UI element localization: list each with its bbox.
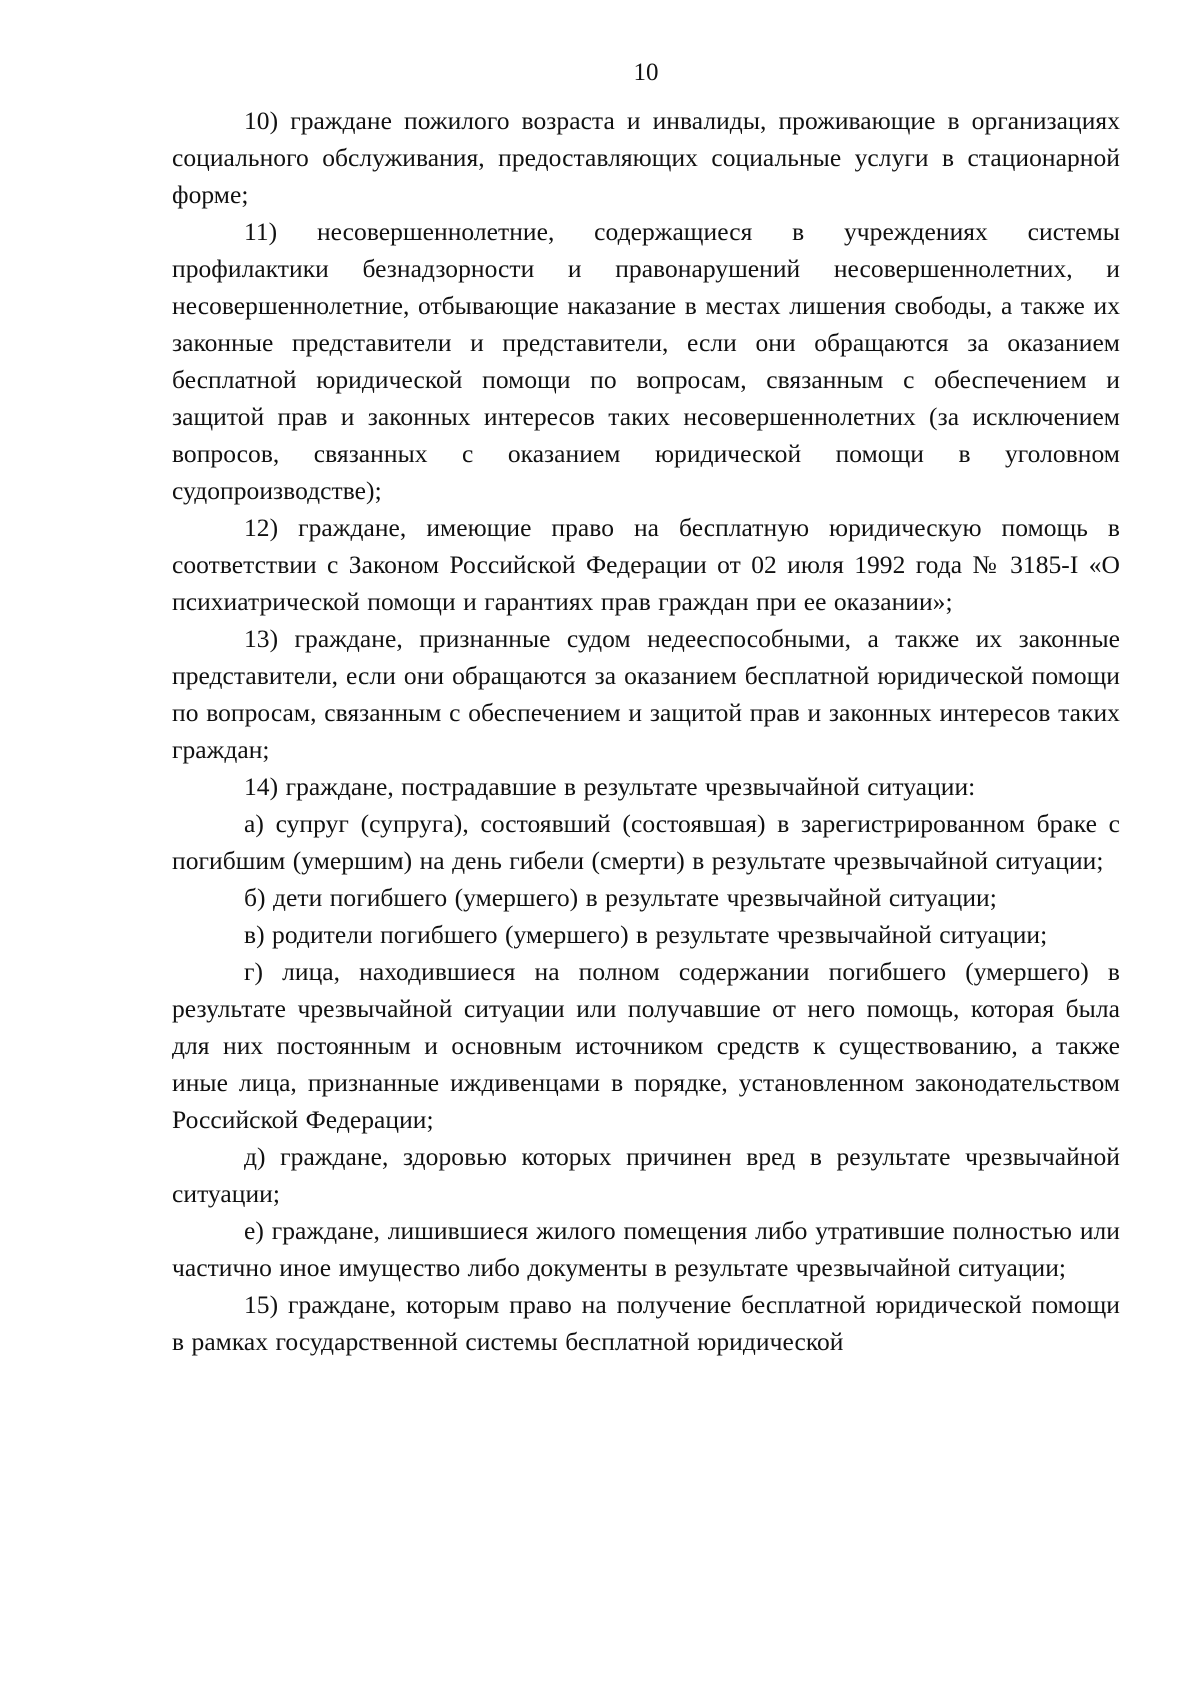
paragraph-item-14: 14) граждане, пострадавшие в результате чрезвычайной ситуации:	[244, 772, 976, 801]
subparagraph-g: г) лица, находившиеся на полном содержании погибшего (умершего) в результате чрезвычайной ситуации или получавшие от него помощь, которая была для них постоянным и основным источником средств к существованию, а также иные лица, признанные иждивенцами в порядке, установленном законодательством Российской Федерации;	[172, 957, 1120, 1134]
paragraph-item-11: 11) несовершеннолетние, содержащиеся в учреждениях системы профилактики безнадзорности и правонарушений несовершеннолетних, и несовершеннолетние, отбывающие наказание в местах лишения свободы, а также их законные представители и представители, если они обращаются за оказанием бесплатной юридической помощи по вопросам, связанным с обеспечением и защитой прав и законных интересов таких несовершеннолетних (за исключением вопросов, связанных с оказанием юридической помощи в уголовном судопроизводстве);	[172, 217, 1120, 505]
paragraph-item-13: 13) граждане, признанные судом недееспособными, а также их законные представители, если они обращаются за оказанием бесплатной юридической помощи по вопросам, связанным с обеспечением и защитой прав и законных интересов таких граждан;	[172, 624, 1120, 764]
subparagraph-d: д) граждане, здоровью которых причинен вред в результате чрезвычайной ситуации;	[172, 1142, 1120, 1208]
subparagraph-b: б) дети погибшего (умершего) в результате чрезвычайной ситуации;	[244, 883, 997, 912]
subparagraph-e: е) граждане, лишившиеся жилого помещения либо утратившие полностью или частично иное имущество либо документы в результате чрезвычайной ситуации;	[172, 1216, 1120, 1282]
paragraph-item-15: 15) граждане, которым право на получение бесплатной юридической помощи в рамках государственной системы бесплатной юридической	[172, 1290, 1120, 1356]
page-number: 10	[633, 59, 659, 86]
subparagraph-a: а) супруг (супруга), состоявший (состоявшая) в зарегистрированном браке с погибшим (умершим) на день гибели (смерти) в результате чрезвычайной ситуации;	[172, 809, 1120, 875]
document-body	[172, 102, 1120, 1360]
paragraph-item-10: 10) граждане пожилого возраста и инвалиды, проживающие в организациях социального обслуживания, предоставляющих социальные услуги в стационарной форме;	[172, 106, 1120, 209]
subparagraph-v: в) родители погибшего (умершего) в результате чрезвычайной ситуации;	[244, 920, 1048, 949]
paragraph-item-12: 12) граждане, имеющие право на бесплатную юридическую помощь в соответствии с Законом Российской Федерации от 02 июля 1992 года № 3185-I «О психиатрической помощи и гарантиях прав граждан при ее оказании»;	[172, 513, 1120, 616]
